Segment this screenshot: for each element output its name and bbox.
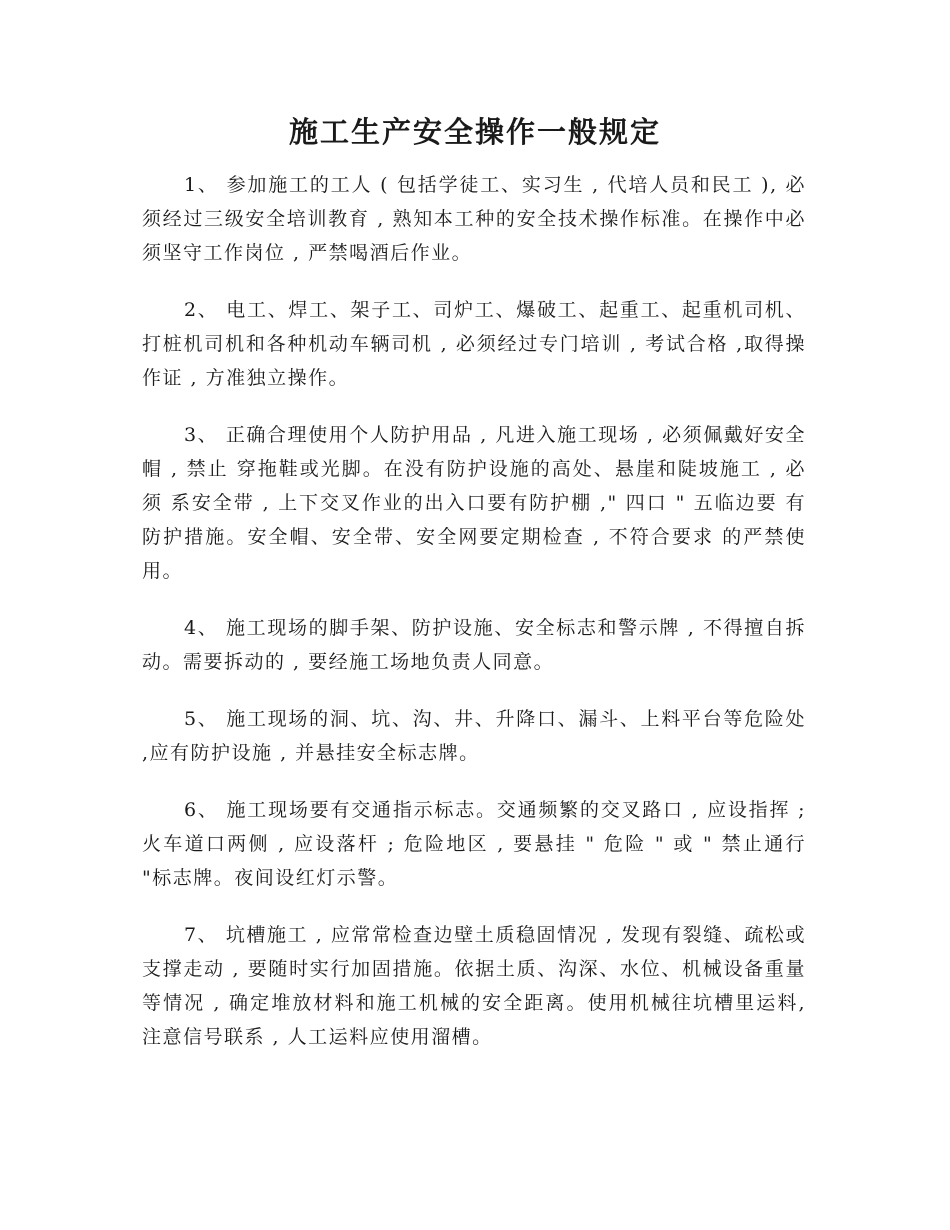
paragraph-7: 7、 坑槽施工 , 应常常检查边壁土质稳固情况 , 发现有裂缝、疏松或支撑走动 , 要随时实行加固措施。依据土质、沟深、水位、机械设备重量等情况 , 确定堆放材料和施工机械的安全距离。使用机械往坑槽里运料,注意信号联系 , 人工运料应使用溜槽。 xyxy=(142,924,806,1048)
document-title: 施工生产安全操作一般规定 xyxy=(288,115,661,149)
paragraph-1: 1、 参加施工的工人 ( 包括学徒工、实习生 , 代培人员和民工 ), 必须经过三级安全培训教育 , 熟知本工种的安全技术操作标准。在操作中必须坚守工作岗位 , 严禁喝酒后作业。 xyxy=(142,174,806,264)
paragraph-5: 5、 施工现场的洞、坑、沟、井、升降口、漏斗、上料平台等危险处 ,应有防护设施 , 并悬挂安全标志牌。 xyxy=(142,708,806,764)
paragraph-2: 2、 电工、焊工、架子工、司炉工、爆破工、起重工、起重机司机、打桩机司机和各种机动车辆司机 , 必须经过专门培训 , 考试合格 ,取得操作证 , 方准独立操作。 xyxy=(142,299,806,389)
document-body xyxy=(142,168,806,1077)
paragraph-3: 3、 正确合理使用个人防护用品 , 凡进入施工现场 , 必须佩戴好安全帽 , 禁止 穿拖鞋或光脚。在没有防护设施的高处、悬崖和陡坡施工 , 必须 系安全带 , 上下交叉作业的出入口要有防护棚 ," 四口 " 五临边要 有防护措施。安全帽、安全带、安全网要定期检查 , 不符合要求 的严禁使用。 xyxy=(142,424,806,582)
paragraph-6: 6、 施工现场要有交通指示标志。交通频繁的交叉路口 , 应设指挥 ;火车道口两侧 , 应设落杆 ; 危险地区 , 要悬挂 " 危险 " 或 " 禁止通行 "标志牌。夜间设红灯示警。 xyxy=(142,799,806,889)
paragraph-4: 4、 施工现场的脚手架、防护设施、安全标志和警示牌 , 不得擅自拆动。需要拆动的 , 要经施工场地负责人同意。 xyxy=(142,617,806,673)
